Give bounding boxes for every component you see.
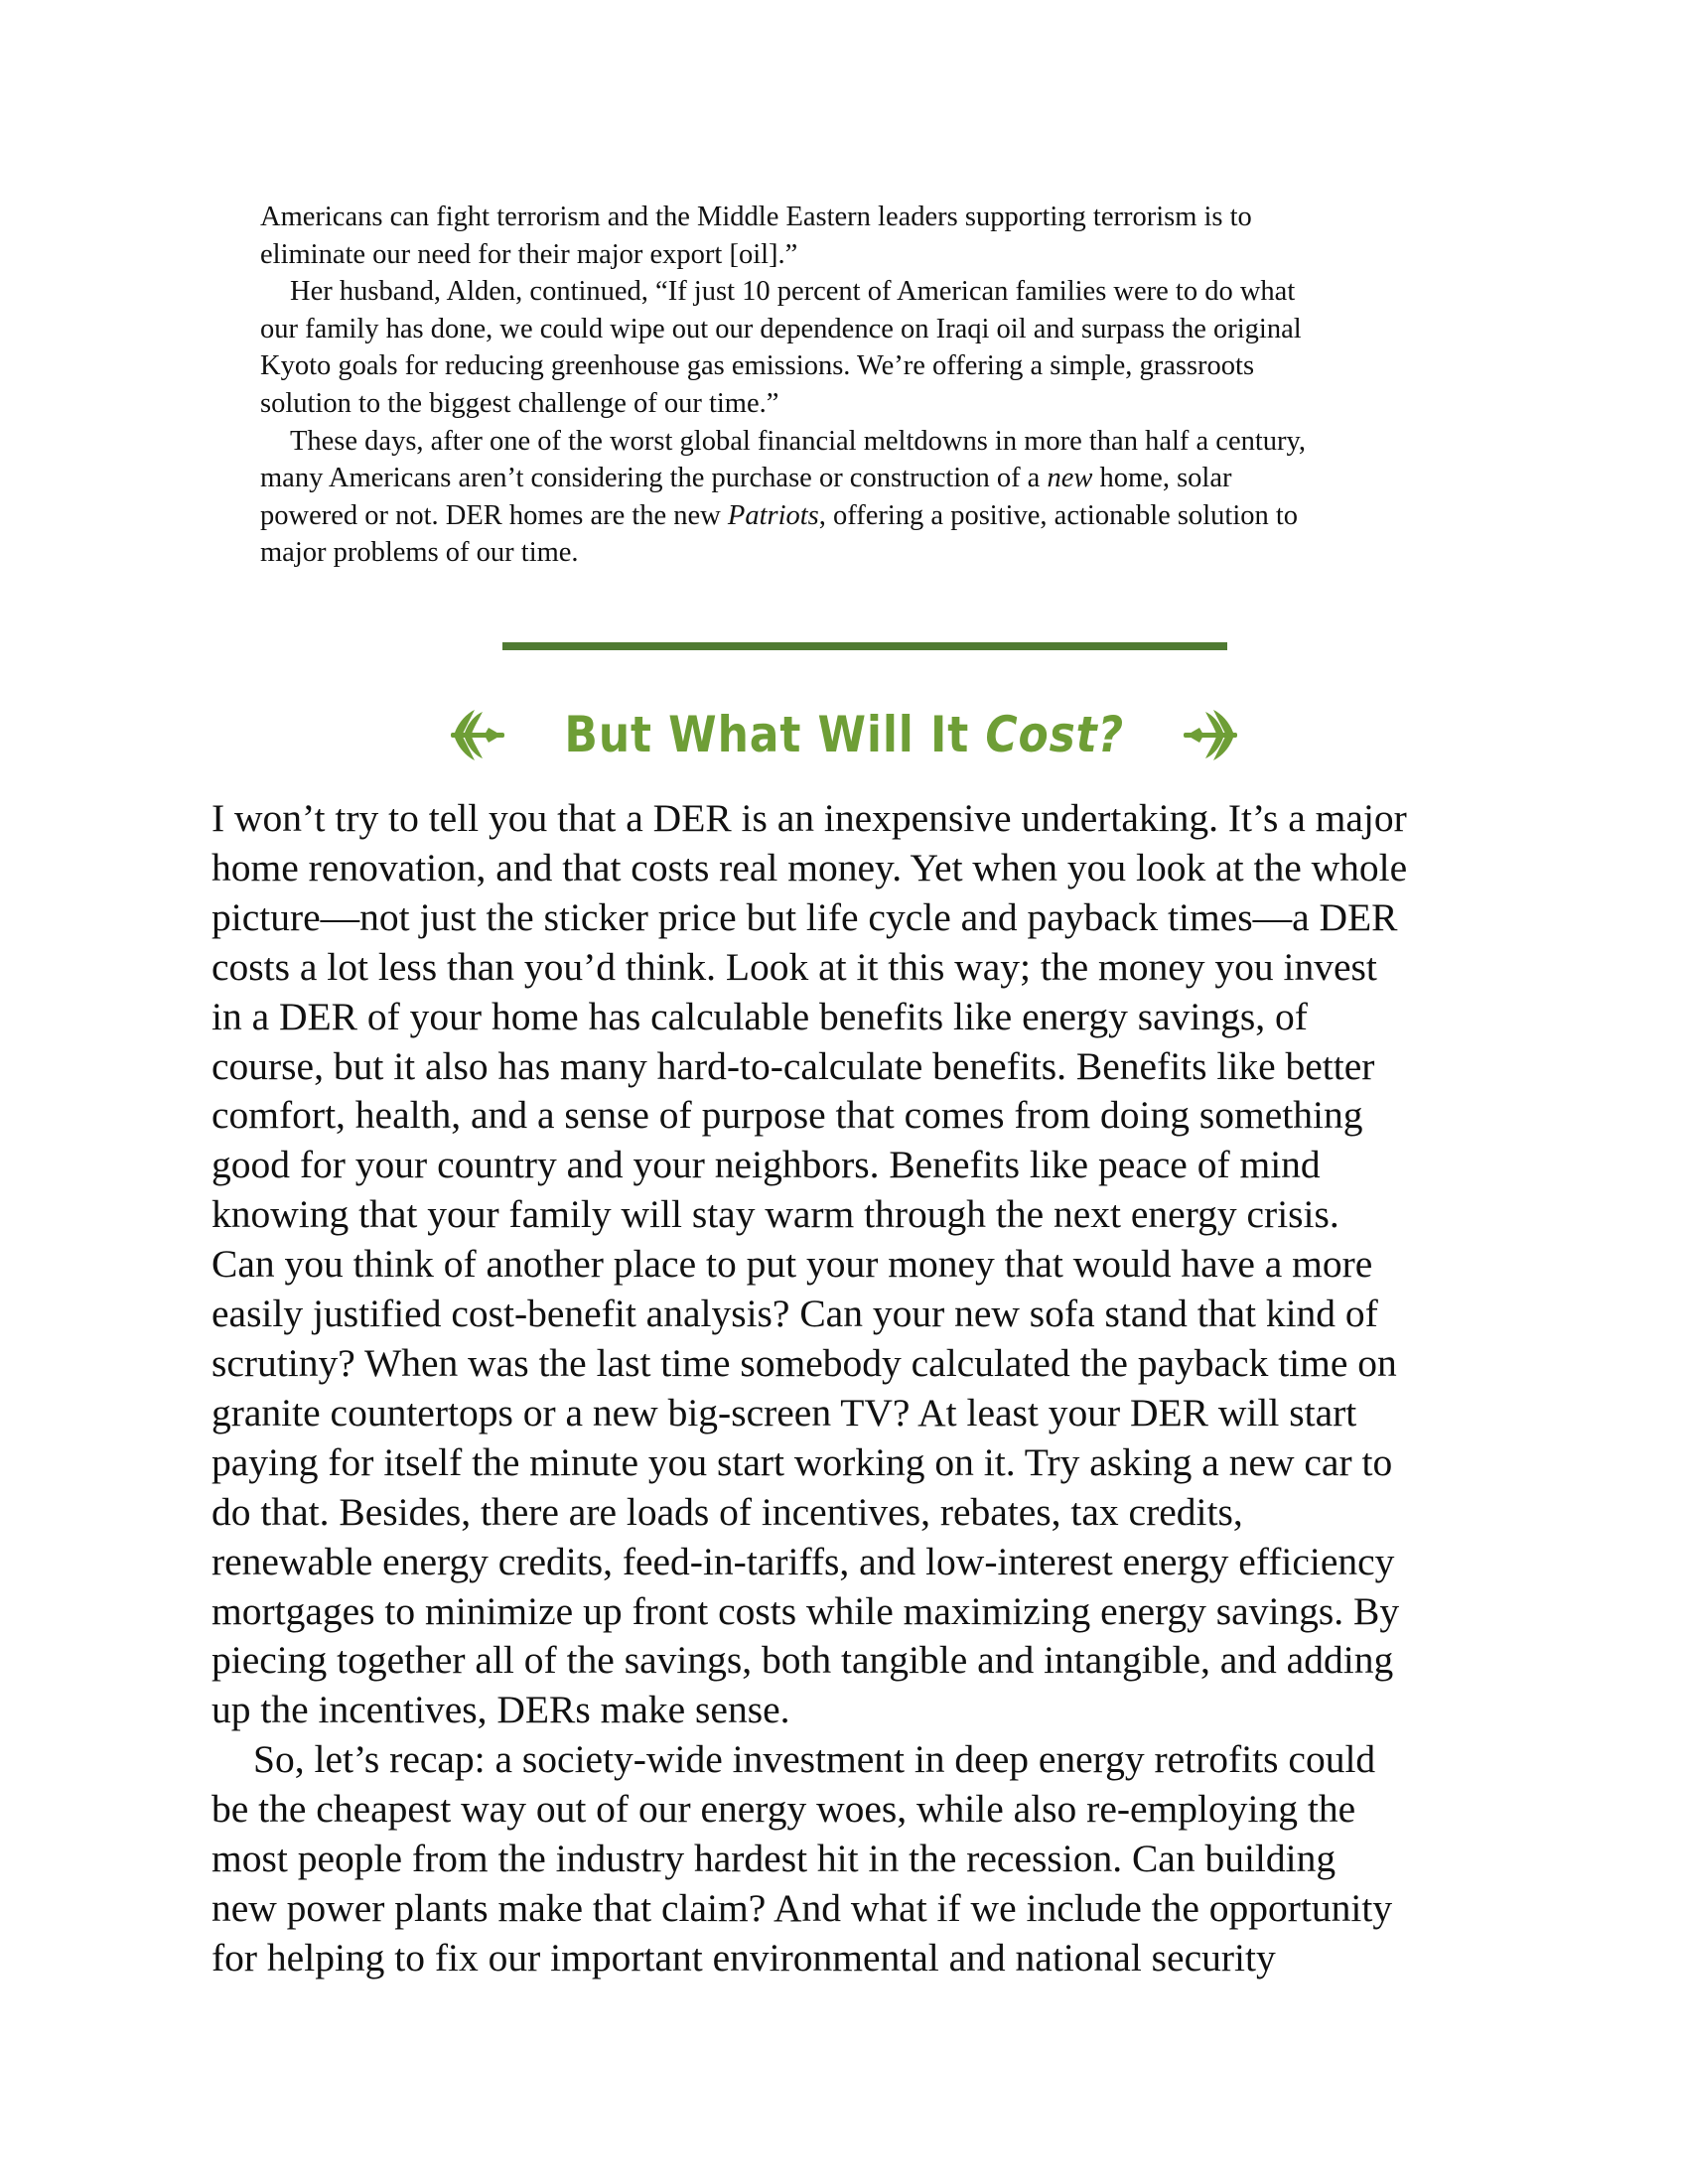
text-line: I won’t try to tell you that a DER is an inexpensive undertaking. It’s a major — [211, 796, 1407, 840]
emphasis-patriots: Patriots — [727, 499, 819, 531]
text-line: comfort, health, and a sense of purpose that comes from doing something — [211, 1093, 1363, 1138]
text-fragment: , offering a positive, actionable solution to — [818, 499, 1299, 531]
text-line: major problems of our time. — [260, 537, 579, 569]
text-line: mortgages to minimize up front costs while maximizing energy savings. By — [211, 1588, 1400, 1633]
text-line: Can you think of another place to put your money that would have a more — [211, 1242, 1373, 1287]
section-title-emphasis: Cost? — [985, 706, 1124, 763]
text-line — [260, 460, 1412, 497]
text-line: new power plants make that claim? And what if we include the opportunity — [211, 1885, 1393, 1930]
wheat-sprig-icon — [1182, 704, 1243, 765]
text-line: solution to the biggest challenge of our time.” — [260, 387, 779, 419]
text-line: up the incentives, DERs make sense. — [211, 1688, 790, 1732]
text-line: good for your country and your neighbors. Benefits like peace of mind — [211, 1143, 1321, 1187]
text-line: eliminate our need for their major export [oil].” — [260, 238, 798, 270]
text-line: paying for itself the minute you start working on it. Try asking a new car to — [211, 1439, 1393, 1484]
text-fragment: powered or not. DER homes are the new — [260, 499, 728, 531]
text-line: piecing together all of the savings, both tangible and intangible, and adding — [211, 1638, 1394, 1683]
text-line: granite countertops or a new big-screen TV? At least your DER will start — [211, 1390, 1357, 1434]
text-line: be the cheapest way out of our energy woes, while also re-employing the — [211, 1787, 1356, 1832]
section-divider-rule — [502, 642, 1227, 650]
quote-paragraph-2 — [260, 273, 1412, 422]
text-line: course, but it also has many hard-to-calculate benefits. Benefits like better — [211, 1043, 1375, 1088]
section-title — [564, 706, 1124, 763]
section-title-main: But What Will It — [564, 706, 986, 763]
text-line: easily justified cost-benefit analysis? Can your new sofa stand that kind of — [211, 1292, 1378, 1336]
text-line: Her husband, Alden, continued, “If just 10 percent of American families were to do what — [290, 276, 1296, 308]
text-line: picture—not just the sticker price but life cycle and payback times—a DER — [211, 894, 1398, 939]
text-line: Kyoto goals for reducing greenhouse gas emissions. We’re offering a simple, grassroots — [260, 350, 1255, 382]
text-line: for helping to fix our important environmental and national security — [211, 1935, 1276, 1979]
text-line: knowing that your family will stay warm through the next energy crisis. — [211, 1192, 1339, 1237]
section-heading — [0, 695, 1688, 774]
text-line: do that. Besides, there are loads of incentives, rebates, tax credits, — [211, 1489, 1243, 1534]
text-line: scrutiny? When was the last time somebody calculated the payback time on — [211, 1340, 1397, 1385]
text-line: These days, after one of the worst global financial meltdowns in more than half a century, — [290, 425, 1307, 457]
quote-block — [260, 199, 1412, 572]
text-line: So, let’s recap: a society-wide investment in deep energy retrofits could — [253, 1737, 1376, 1782]
body-paragraph-2 — [211, 1735, 1492, 1983]
quote-paragraph-1 — [260, 199, 1412, 273]
text-line — [260, 497, 1412, 535]
wheat-sprig-icon — [445, 704, 506, 765]
text-fragment: home, solar — [1092, 463, 1232, 494]
body-text — [211, 794, 1492, 1983]
text-line: most people from the industry hardest hit in the recession. Can building — [211, 1837, 1336, 1881]
text-line: renewable energy credits, feed-in-tariffs, and low-interest energy efficiency — [211, 1539, 1395, 1583]
text-line: home renovation, and that costs real money. Yet when you look at the whole — [211, 845, 1408, 889]
emphasis-new: new — [1047, 463, 1093, 494]
text-line: our family has done, we could wipe out our dependence on Iraqi oil and surpass the original — [260, 313, 1302, 344]
body-paragraph-1 — [211, 794, 1492, 1735]
text-line: Americans can fight terrorism and the Middle Eastern leaders supporting terrorism is to — [260, 202, 1252, 232]
text-line: costs a lot less than you’d think. Look at it this way; the money you invest — [211, 944, 1377, 989]
quote-paragraph-3 — [260, 423, 1412, 572]
text-fragment: many Americans aren’t considering the purchase or construction of a — [260, 463, 1048, 494]
text-line: in a DER of your home has calculable benefits like energy savings, of — [211, 994, 1308, 1038]
